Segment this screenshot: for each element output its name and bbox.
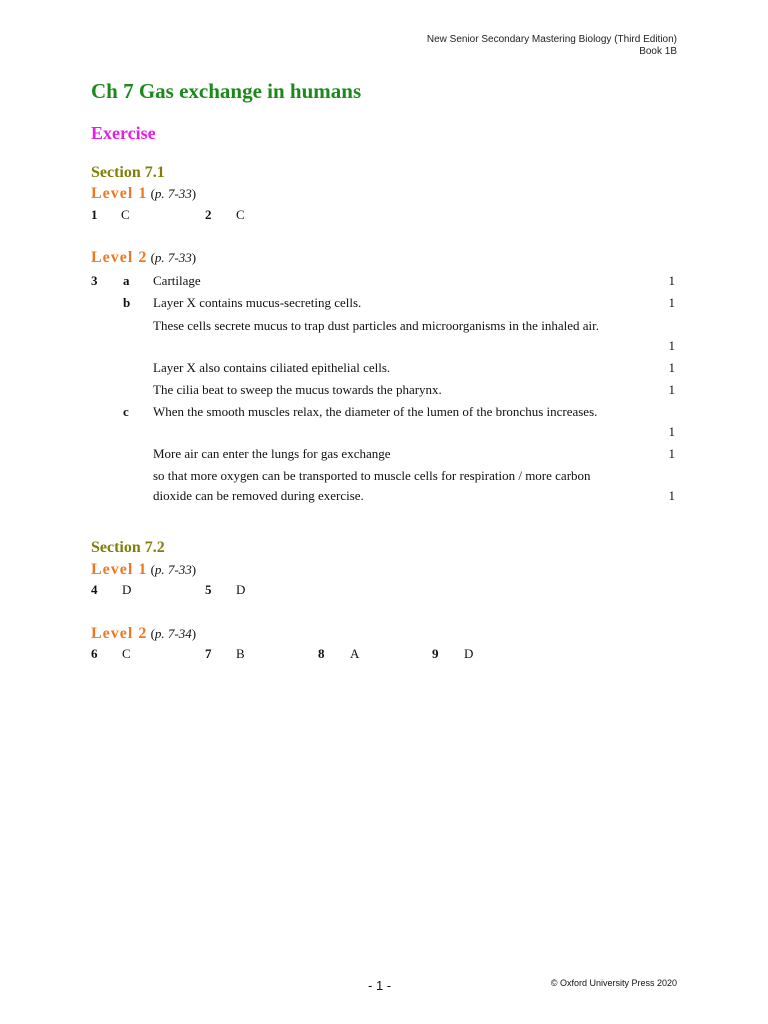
part-a-label: a	[123, 273, 130, 288]
page-ref: (p. 7-33)	[150, 250, 197, 265]
part-b-label: b	[123, 295, 131, 310]
answer-5: 5 D	[205, 582, 246, 597]
s71-level2-heading	[91, 250, 196, 266]
mark: 1	[668, 360, 675, 375]
page-ref: (p. 7-33)	[150, 562, 197, 577]
mark: 1	[668, 338, 675, 353]
part-c-line-1: When the smooth muscles relax, the diameter of the lumen of the bronchus increases.	[153, 404, 598, 419]
section-7-1-title: Section 7.1	[91, 164, 165, 181]
answer-1: 1 C	[91, 207, 130, 222]
part-b-line-4: The cilia beat to sweep the mucus towards the pharynx.	[153, 382, 442, 397]
s72-level2-heading	[91, 626, 196, 642]
page-number: - 1 -	[368, 978, 392, 993]
part-a-answer: Cartilage	[153, 273, 201, 288]
question-3-number: 3	[91, 273, 98, 288]
part-b-line-1: Layer X contains mucus-secreting cells.	[153, 295, 362, 310]
part-c-line-2: More air can enter the lungs for gas exchange	[153, 446, 391, 461]
copyright: © Oxford University Press 2020	[550, 978, 677, 988]
s72-level1-heading	[91, 562, 196, 578]
section-7-2-title: Section 7.2	[91, 539, 165, 556]
answer-6: 6 C	[91, 646, 131, 661]
page-ref: (p. 7-33)	[150, 186, 197, 201]
part-c-line-3b: dioxide can be removed during exercise.	[153, 488, 364, 503]
answer-8: 8 A	[318, 646, 360, 661]
mark: 1	[668, 488, 675, 503]
part-c-label: c	[123, 404, 129, 419]
page-ref: (p. 7-34)	[150, 626, 197, 641]
part-c-line-3a: so that more oxygen can be transported to muscle cells for respiration / more carbon	[153, 468, 591, 483]
level-label: Level 2	[91, 249, 148, 266]
part-b-line-2: These cells secrete mucus to trap dust particles and microorganisms in the inhaled air.	[153, 318, 599, 333]
part-b-line-3: Layer X also contains ciliated epithelial cells.	[153, 360, 391, 375]
mark: 1	[668, 273, 675, 288]
mark: 1	[668, 424, 675, 439]
answer-9: 9 D	[432, 646, 474, 661]
level-label: Level 2	[91, 625, 148, 642]
chapter-title: Ch 7 Gas exchange in humans	[91, 79, 362, 103]
level-label: Level 1	[91, 185, 148, 202]
book-title: New Senior Secondary Mastering Biology (Third Edition)	[426, 34, 677, 45]
book-volume: Book 1B	[639, 46, 677, 57]
mark: 1	[668, 446, 675, 461]
mark: 1	[668, 382, 675, 397]
s71-level1-heading	[91, 186, 196, 202]
level-label: Level 1	[91, 561, 148, 578]
book-header	[427, 34, 677, 58]
answer-4: 4 D	[91, 582, 132, 597]
mark: 1	[668, 295, 675, 310]
exercise-title: Exercise	[91, 123, 156, 143]
answer-7: 7 B	[205, 646, 245, 661]
answer-2: 2 C	[205, 207, 245, 222]
